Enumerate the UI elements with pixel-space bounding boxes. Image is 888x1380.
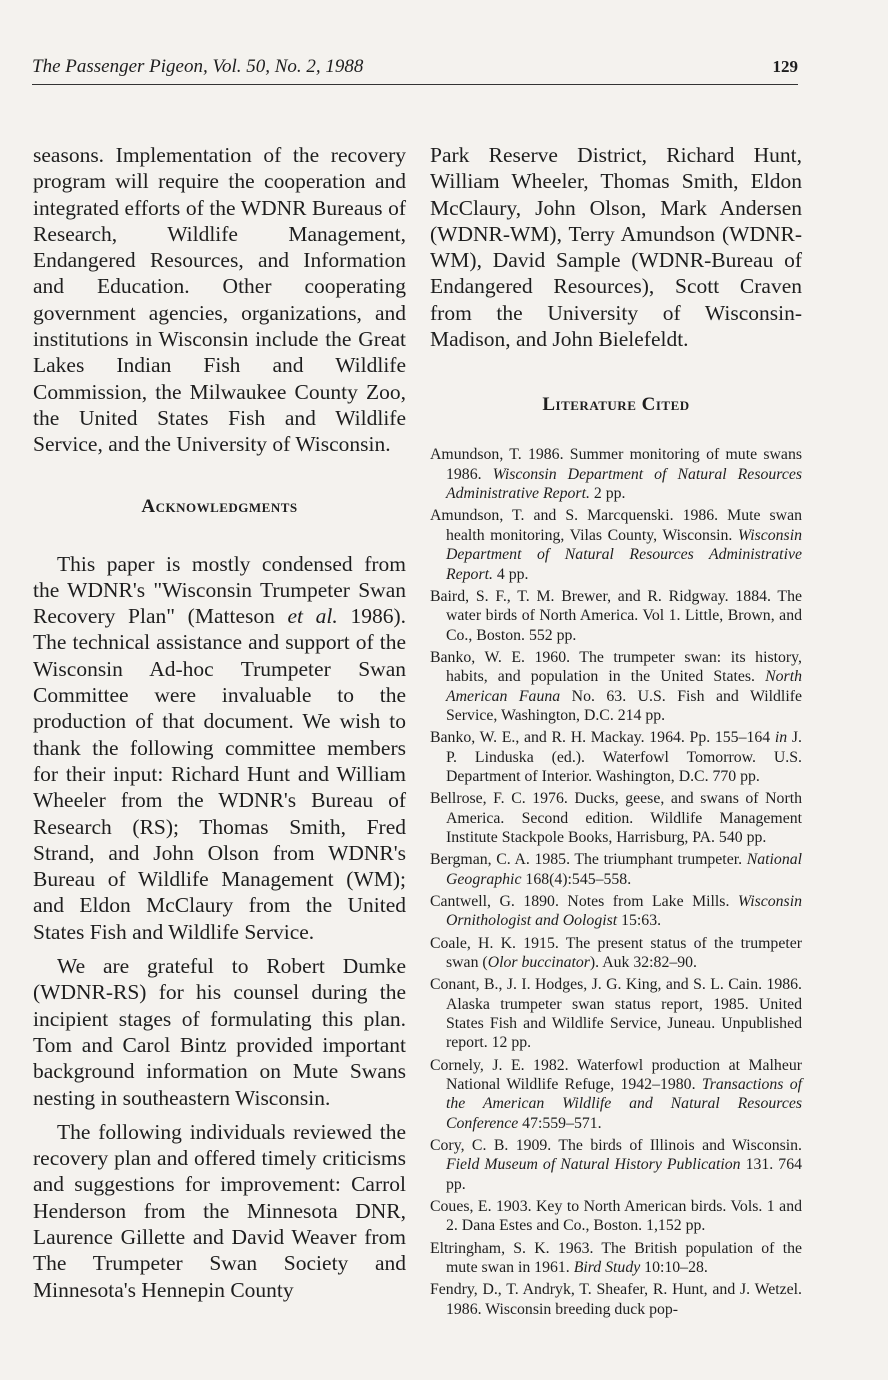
reference-item: Cantwell, G. 1890. Notes from Lake Mills. Wisconsin Ornithologist and Oologist 15:63.	[430, 892, 802, 930]
reference-item: Bellrose, F. C. 1976. Ducks, geese, and swans of North America. Second edition. Wildlife Management Institute Stackpole Books, Harrisburg, PA. 540 pp.	[430, 790, 802, 847]
literature-cited-heading	[430, 394, 802, 416]
ack-paragraph-3: The following individuals reviewed the recovery plan and offered timely criticisms and suggestions for improvement: Carrol Henderson from the Minnesota DNR, Laurence Gillette and David Weaver from The Trumpeter Swan Society and Minnesota's Hennepin County	[33, 1119, 406, 1302]
reference-list	[430, 445, 802, 1319]
reference-item: Banko, W. E., and R. H. Mackay. 1964. Pp. 155–164 in J. P. Linduska (ed.). Waterfowl Tomorrow. U.S. Department of Interior. Washington, D.C. 770 pp.	[430, 729, 802, 786]
reference-item: Amundson, T. and S. Marcquenski. 1986. Mute swan health monitoring, Vilas County, Wisconsin. Wisconsin Department of Natural Resources Administrative Report. 4 pp.	[430, 507, 802, 583]
intro-paragraph: seasons. Implementation of the recovery program will require the cooperation and integrated efforts of the WDNR Bureaus of Research, Wildlife Management, Endangered Resources, and Information and Education. Other cooperating government agencies, organizations, and institutions in Wisconsin include the Great Lakes Indian Fish and Wildlife Commission, the Milwaukee County Zoo, the United States Fish and Wildlife Service, and the University of Wisconsin.	[33, 143, 406, 457]
reference-item: Baird, S. F., T. M. Brewer, and R. Ridgway. 1884. The water birds of North America. Vol 1. Little, Brown, and Co., Boston. 552 pp.	[430, 587, 802, 644]
reference-item: Banko, W. E. 1960. The trumpeter swan: its history, habits, and population in the United States. North American Fauna No. 63. U.S. Fish and Wildlife Service, Washington, D.C. 214 pp.	[430, 648, 802, 725]
reference-item: Coale, H. K. 1915. The present status of the trumpeter swan (Olor buccinator). Auk 32:82–90.	[430, 934, 802, 971]
left-column	[33, 142, 406, 1303]
continued-paragraph: Park Reserve District, Richard Hunt, William Wheeler, Thomas Smith, Eldon McClaury, John Olson, Mark Andersen (WDNR-WM), Terry Amundson (WDNR-WM), David Sample (WDNR-Bureau of Endangered Resources), Scott Craven from the University of Wisconsin-Madison, and John Bielefeldt.	[430, 143, 802, 352]
reference-item: Amundson, T. 1986. Summer monitoring of mute swans 1986. Wisconsin Department of Natural Resources Administrative Report. 2 pp.	[430, 446, 802, 503]
ack-p1-text-a: This paper is mostly condensed from the WDNR's "Wisconsin Trumpeter Swan Recovery Plan" (Matteson	[33, 551, 406, 629]
ack-p1-et-al: et al.	[287, 604, 338, 629]
reference-item: Cory, C. B. 1909. The birds of Illinois and Wisconsin. Field Museum of Natural History Publication 131. 764 pp.	[430, 1136, 802, 1193]
reference-item: Cornely, J. E. 1982. Waterfowl production at Malheur National Wildlife Refuge, 1942–1980. Transactions of the American Wildlife and Natural Resources Conference 47:559–571.	[430, 1056, 803, 1132]
header-rule	[32, 84, 798, 85]
journal-citation: The Passenger Pigeon, Vol. 50, No. 2, 1988	[32, 56, 364, 77]
acknowledgments-heading-text: Acknowledgments	[141, 495, 298, 517]
literature-cited-heading-text: Literature Cited	[542, 394, 690, 416]
reference-item: Eltringham, S. K. 1963. The British population of the mute swan in 1961. Bird Study 10:10–28.	[430, 1239, 802, 1276]
reference-item: Bergman, C. A. 1985. The triumphant trumpeter. National Geographic 168(4):545–558.	[430, 851, 802, 888]
reference-item: Conant, B., J. I. Hodges, J. G. King, and S. L. Cain. 1986. Alaska trumpeter swan status report, 1985. United States Fish and Wildlife Service, Juneau. Unpublished report. 12 pp.	[430, 976, 802, 1052]
ack-p1-text-b: 1986). The technical assistance and support of the Wisconsin Ad-hoc Trumpeter Swan Committee were invaluable to the production of that document. We wish to thank the following committee members for their input: Richard Hunt and William Wheeler from the WDNR's Bureau of Research (RS); Thomas Smith, Fred Strand, and John Olson from WDNR's Bureau of Wildlife Management (WM); and Eldon McClaury from the United States Fish and Wildlife Service.	[33, 604, 406, 944]
ack-paragraph-1	[33, 551, 406, 945]
right-column	[430, 142, 802, 1322]
acknowledgments-heading	[33, 496, 406, 518]
reference-item: Coues, E. 1903. Key to North American birds. Vols. 1 and 2. Dana Estes and Co., Boston. 1,152 pp.	[430, 1197, 802, 1235]
ack-paragraph-2: We are grateful to Robert Dumke (WDNR-RS) for his counsel during the incipient stages of formulating this plan. Tom and Carol Bintz provided important background information on Mute Swans nesting in southeastern Wisconsin.	[33, 954, 406, 1110]
reference-item: Fendry, D., T. Andryk, T. Sheafer, R. Hunt, and J. Wetzel. 1986. Wisconsin breeding duck pop-	[430, 1281, 802, 1318]
page-number: 129	[772, 57, 798, 76]
running-header	[32, 56, 798, 78]
